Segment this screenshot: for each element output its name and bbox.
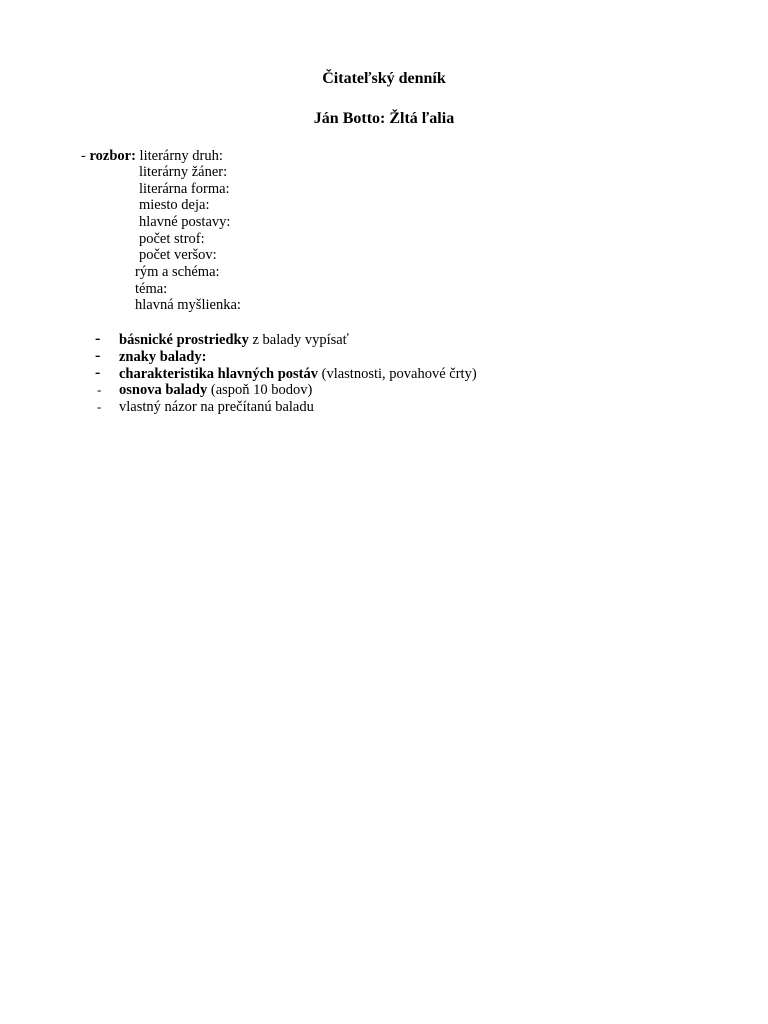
rozbor-field: hlavná myšlienka: bbox=[135, 297, 241, 313]
rozbor-field: hlavné postavy: bbox=[139, 214, 231, 230]
rozbor-field: počet strof: bbox=[139, 231, 205, 247]
bullet-dash: - bbox=[95, 330, 101, 347]
rozbor-field: miesto deja: bbox=[139, 197, 210, 213]
list-item-text bbox=[119, 382, 312, 399]
list-item-bold: znaky balady: bbox=[119, 349, 207, 365]
list-item-rest: z balady vypísať bbox=[248, 332, 349, 348]
rozbor-field: literárny druh: bbox=[139, 148, 223, 164]
list-item-bold: charakteristika hlavných postáv bbox=[119, 366, 318, 382]
rozbor-field: literárna forma: bbox=[139, 181, 230, 197]
bullet-dash: - bbox=[95, 347, 101, 364]
rozbor-line bbox=[81, 148, 223, 165]
list-item-text bbox=[119, 332, 349, 349]
rozbor-field: téma: bbox=[135, 281, 168, 297]
list-item-bold: osnova balady bbox=[119, 382, 208, 398]
list-item-text bbox=[119, 349, 206, 366]
document-subtitle: Ján Botto: Žltá ľalia bbox=[313, 110, 455, 127]
list-item-rest: (vlastnosti, povahové črty) bbox=[318, 366, 477, 382]
list-item-text bbox=[119, 366, 477, 383]
bullet-dash: - bbox=[97, 382, 102, 397]
rozbor-field: literárny žáner: bbox=[139, 164, 228, 180]
list-item-rest: (aspoň 10 bodov) bbox=[207, 382, 313, 398]
document-title: Čitateľský denník bbox=[322, 70, 446, 87]
rozbor-label: rozbor: bbox=[89, 148, 136, 164]
bullet-dash: - bbox=[97, 399, 102, 414]
list-item-rest: vlastný názor na prečítanú baladu bbox=[119, 399, 314, 415]
bullet-dash: - bbox=[95, 364, 101, 381]
list-item-bold: básnické prostriedky bbox=[119, 332, 249, 348]
rozbor-field: počet veršov: bbox=[139, 247, 217, 263]
list-item-text bbox=[119, 399, 314, 416]
rozbor-field: rým a schéma: bbox=[135, 264, 220, 280]
rozbor-dash: - bbox=[81, 148, 86, 164]
